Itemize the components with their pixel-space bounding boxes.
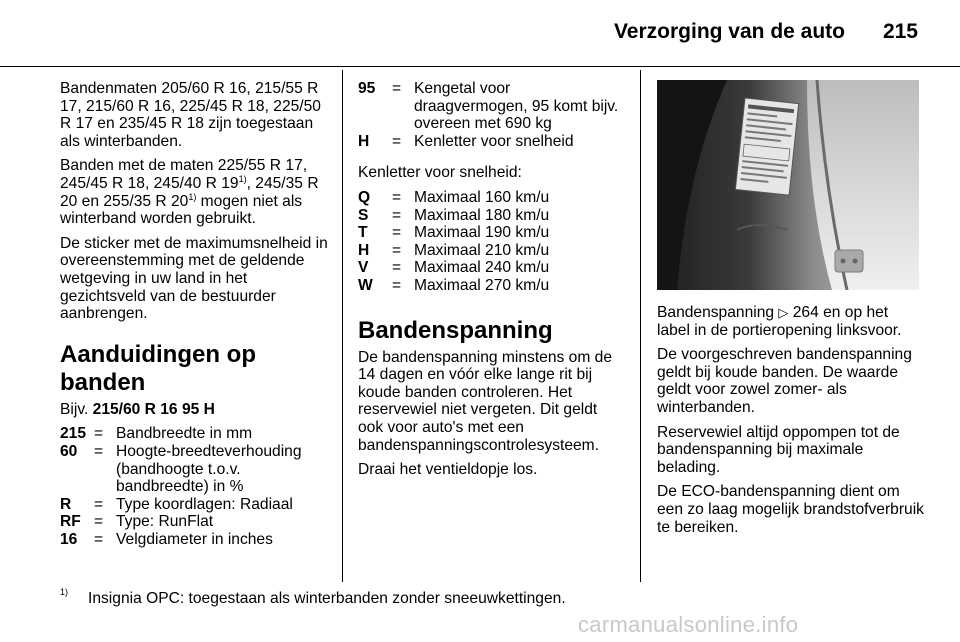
footnote-ref: 1) [188,191,197,202]
example-prefix: Bijv. [60,400,93,418]
definition-term: 215 [60,425,87,443]
speed-row [358,277,624,295]
equals-sign: = [392,206,402,224]
example-line [60,401,328,419]
definition-desc: Kenletter voor snelheid [414,132,574,150]
equals-sign: = [392,241,402,259]
definition-desc: Hoogte-breedteverhouding (bandhoogte t.o.v. bandbreedte) in % [116,442,302,496]
door-pillar-illustration [657,80,919,290]
section-heading-tyre-markings: Aanduidingen op banden [60,340,256,396]
speed-desc: Maximaal 190 km/u [414,224,550,242]
paragraph-pressure-label [657,304,925,339]
text-span: Bandenspanning [657,304,779,321]
definition-row [60,513,328,531]
definition-term: 60 [60,442,78,460]
equals-sign: = [392,276,402,294]
page-header [0,0,960,67]
equals-sign: = [392,188,402,206]
speed-row [358,224,624,242]
column-divider [640,70,641,582]
column-divider [342,70,343,582]
equals-sign: = [94,495,104,513]
speed-desc: Maximaal 270 km/u [414,276,550,294]
definition-term: 16 [60,530,78,548]
definition-row [358,133,624,151]
column-middle [358,80,624,486]
speed-desc: Maximaal 180 km/u [414,206,550,224]
paragraph-winter-sizes: Bandenmaten 205/60 R 16, 215/55 R 17, 215/60 R 16, 225/45 R 18, 225/50 R 17 en 235/45 R 18 zijn toegestaan als winterbanden. [60,80,321,150]
equals-sign: = [94,530,104,548]
equals-sign: = [94,513,104,531]
speed-intro: Kenletter voor snelheid: [358,164,522,182]
speed-row [358,259,624,277]
text-span: Banden met de maten 225/55 R 17, 245/45 R 18, 245/40 R 19 [60,157,308,192]
paragraph-eco-pressure: De ECO-bandenspanning dient om een zo laag mogelijk brandstofverbruik te bereiken. [657,483,924,536]
speed-letter: V [358,259,369,277]
speed-row [358,189,624,207]
equals-sign: = [392,80,402,97]
equals-sign: = [392,224,402,242]
page-number: 215 [882,20,918,43]
text-span: 264 en op het label in de portieropening linksvoor. [657,304,902,339]
speed-letter: T [358,224,368,242]
speed-index-list [358,189,624,295]
speed-row [358,207,624,225]
section-heading-tyre-pressure: Bandenspanning [358,316,553,344]
speed-desc: Maximaal 240 km/u [414,259,550,277]
definition-row [60,443,328,496]
text-span: , 245/35 R 20 en 255/35 R 20 [60,174,319,210]
column-left [60,80,328,556]
door-pillar-photo [657,80,919,290]
definition-row [60,425,328,443]
paragraph-sticker: De sticker met de maximumsnelheid in overeenstemming met de geldende wetgeving in uw land in het gezichtsveld van de bestuurder aanbrengen. [60,234,328,323]
column-right [657,80,925,543]
equals-sign: = [392,132,402,150]
definition-desc: Velgdiameter in inches [116,530,273,548]
definition-term: R [60,495,72,513]
footnote-mark: 1) [60,587,69,597]
speed-letter: H [358,241,370,259]
definition-term: RF [60,513,81,531]
speed-letter: Q [358,188,371,206]
paragraph-not-allowed [60,157,328,227]
paragraph-cold-tyres: De voorgeschreven bandenspanning geldt bij koude banden. De waarde geldt voor zowel zomer- als winterbanden. [657,346,912,416]
watermark: carmanualsonline.info [578,612,799,637]
paragraph-valve-cap: Draai het ventieldopje los. [358,461,538,479]
definition-term: H [358,132,370,150]
speed-letter: W [358,276,373,294]
definition-desc: Type koordlagen: Radiaal [116,495,293,513]
example-code: 215/60 R 16 95 H [92,400,215,418]
definition-row [60,531,328,549]
page-reference-icon: ▷ [778,305,789,320]
footnote-text: Insignia OPC: toegestaan als winterbanden zonder sneeuwkettingen. [88,590,566,607]
speed-desc: Maximaal 210 km/u [414,241,550,259]
paragraph-spare-wheel: Reservewiel altijd oppompen tot de bandenspanning bij maximale belading. [657,423,900,476]
speed-desc: Maximaal 160 km/u [414,188,550,206]
definition-row [358,80,624,133]
definition-row [60,496,328,514]
equals-sign: = [392,259,402,277]
paragraph-pressure-check: De bandenspanning minstens om de 14 dagen en vóór elke lange rit bij koude banden controleren. Het reservewiel niet vergeten. Dit geldt ook voor auto's met een bandenspanningscontrolesysteem. [358,348,612,454]
footnote-ref: 1) [238,173,247,184]
speed-letter: S [358,206,369,224]
tyre-code-definitions [60,425,328,548]
definition-term: 95 [358,80,376,97]
speed-row [358,242,624,260]
text-span: mogen niet als winterband worden gebruikt. [60,192,303,228]
definition-desc: Bandbreedte in mm [116,425,253,443]
tyre-code-definitions-cont [358,80,624,150]
definition-desc: Type: RunFlat [116,513,214,531]
definition-desc: Kengetal voor draagvermogen, 95 komt bijv. overeen met 690 kg [414,80,619,133]
page-title: Verzorging van de auto [613,20,845,43]
equals-sign: = [94,442,104,460]
equals-sign: = [94,425,104,443]
